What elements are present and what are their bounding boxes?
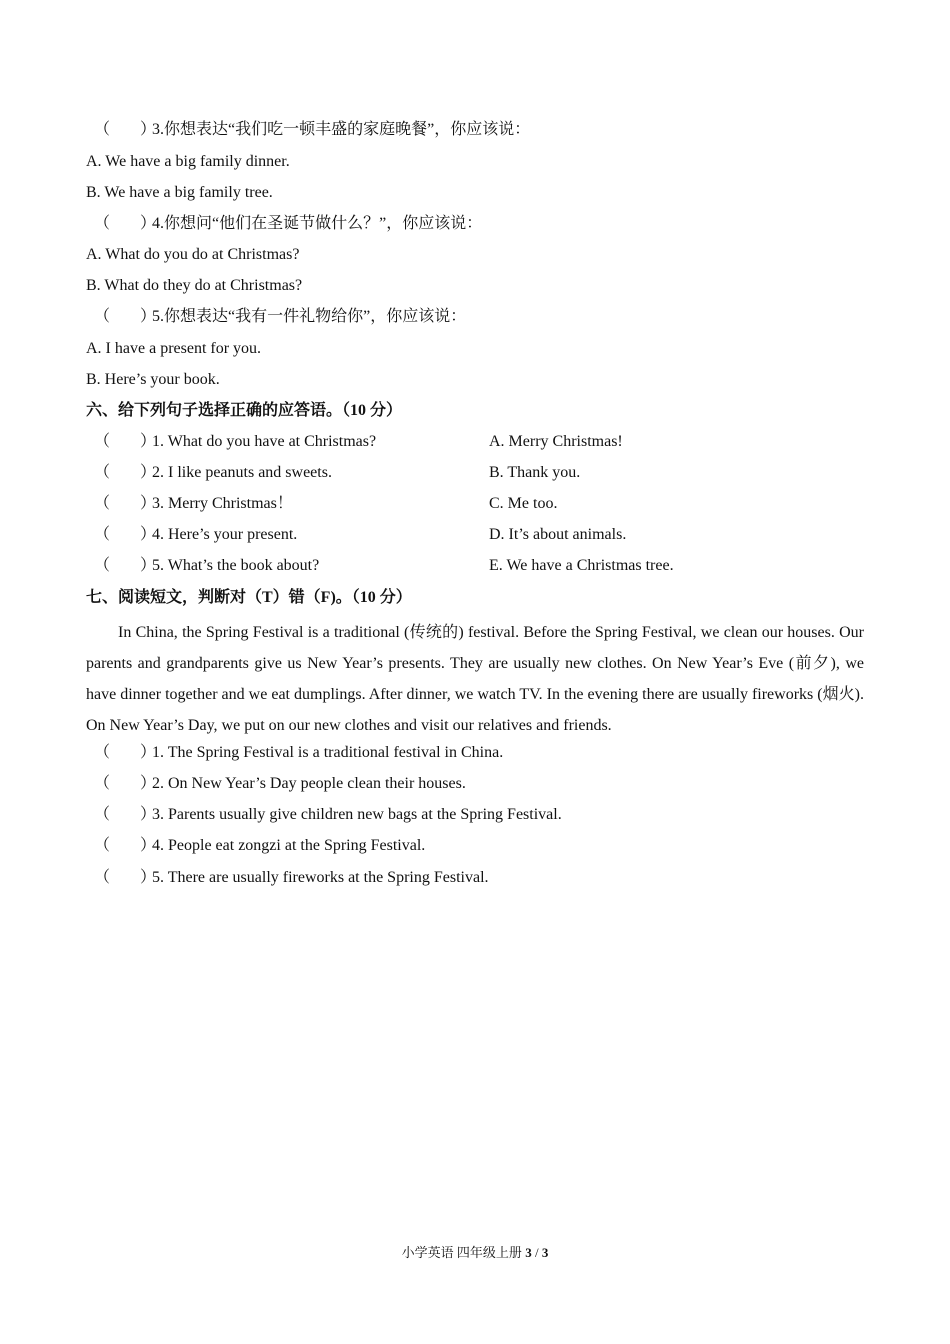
answer-blank[interactable]: （ ） (94, 464, 157, 481)
s5-q3-option-b: B. We have a big family tree. (86, 184, 273, 201)
answer-blank[interactable]: （ ） (94, 557, 157, 574)
answer-blank[interactable]: （ ） (94, 744, 157, 761)
answer-blank[interactable]: （ ） (94, 433, 157, 450)
s6-question: （ ）2. I like peanuts and sweets. (86, 461, 332, 485)
s5-q3-stem: （ ）3.你想表达“我们吃一顿丰盛的家庭晚餐”，你应该说： (86, 118, 530, 142)
s6-answer-option: E. We have a Christmas tree. (489, 557, 674, 574)
s6-question: （ ）1. What do you have at Christmas? (86, 430, 376, 454)
answer-blank[interactable]: （ ） (94, 775, 157, 792)
s5-q3-option-a: A. We have a big family dinner. (86, 153, 290, 170)
s5-q4-stem: （ ）4.你想问“他们在圣诞节做什么？”，你应该说： (86, 212, 482, 236)
s5-q4-option-a: A. What do you do at Christmas? (86, 246, 300, 263)
footer-label: 小学英语 四年级上册 (401, 1245, 522, 1260)
s7-statement: （ ）5. There are usually fireworks at the Spring Festival. (86, 866, 489, 890)
answer-blank[interactable]: （ ） (94, 308, 157, 325)
s6-answer-option: D. It’s about animals. (489, 526, 627, 543)
section7-heading: 七、阅读短文，判断对（T）错（F)。（10 分） (86, 589, 412, 606)
s7-statement: （ ）1. The Spring Festival is a traditional festival in China. (86, 741, 503, 765)
answer-blank[interactable]: （ ） (94, 526, 157, 543)
s6-answer-option: C. Me too. (489, 495, 558, 512)
s7-statement: （ ）4. People eat zongzi at the Spring Festival. (86, 834, 425, 858)
page-number: 3 (525, 1245, 532, 1260)
s5-q5-option-a: A. I have a present for you. (86, 340, 262, 357)
answer-blank[interactable]: （ ） (94, 215, 157, 232)
s5-q5-stem: （ ）5.你想表达“我有一件礼物给你”，你应该说： (86, 305, 466, 329)
answer-blank[interactable]: （ ） (94, 806, 157, 823)
s6-answer-option: A. Merry Christmas! (489, 433, 623, 450)
s6-answer-option: B. Thank you. (489, 464, 581, 481)
s6-question: （ ）3. Merry Christmas！ (86, 492, 293, 516)
answer-blank[interactable]: （ ） (94, 837, 157, 854)
s5-q4-option-b: B. What do they do at Christmas? (86, 277, 303, 294)
page-separator: / (534, 1245, 539, 1260)
s7-statement: （ ）3. Parents usually give children new bags at the Spring Festival. (86, 803, 562, 827)
s6-question: （ ）5. What’s the book about? (86, 554, 319, 578)
section6-heading: 六、给下列句子选择正确的应答语。（10 分） (86, 402, 403, 419)
page-footer (0, 1243, 950, 1263)
answer-blank[interactable]: （ ） (94, 121, 157, 138)
s7-statement: （ ）2. On New Year’s Day people clean their houses. (86, 772, 466, 796)
page-total: 3 (541, 1245, 549, 1260)
answer-blank[interactable]: （ ） (94, 495, 157, 512)
reading-passage: In China, the Spring Festival is a traditional (传统的) festival. Before the Spring Festival, we clean our houses. Our parents and grandparents give us New Year’s presents. They are usually new clothes. On New Year’s Eve (前夕), we have dinner together and we eat dumplings. After dinner, we watch TV. In the evening there are usually fireworks (烟火). On New Year’s Day, we put on our new clothes and visit our relatives and friends. (86, 624, 864, 734)
s5-q5-option-b: B. Here’s your book. (86, 371, 220, 388)
s6-question: （ ）4. Here’s your present. (86, 523, 297, 547)
answer-blank[interactable]: （ ） (94, 869, 157, 886)
